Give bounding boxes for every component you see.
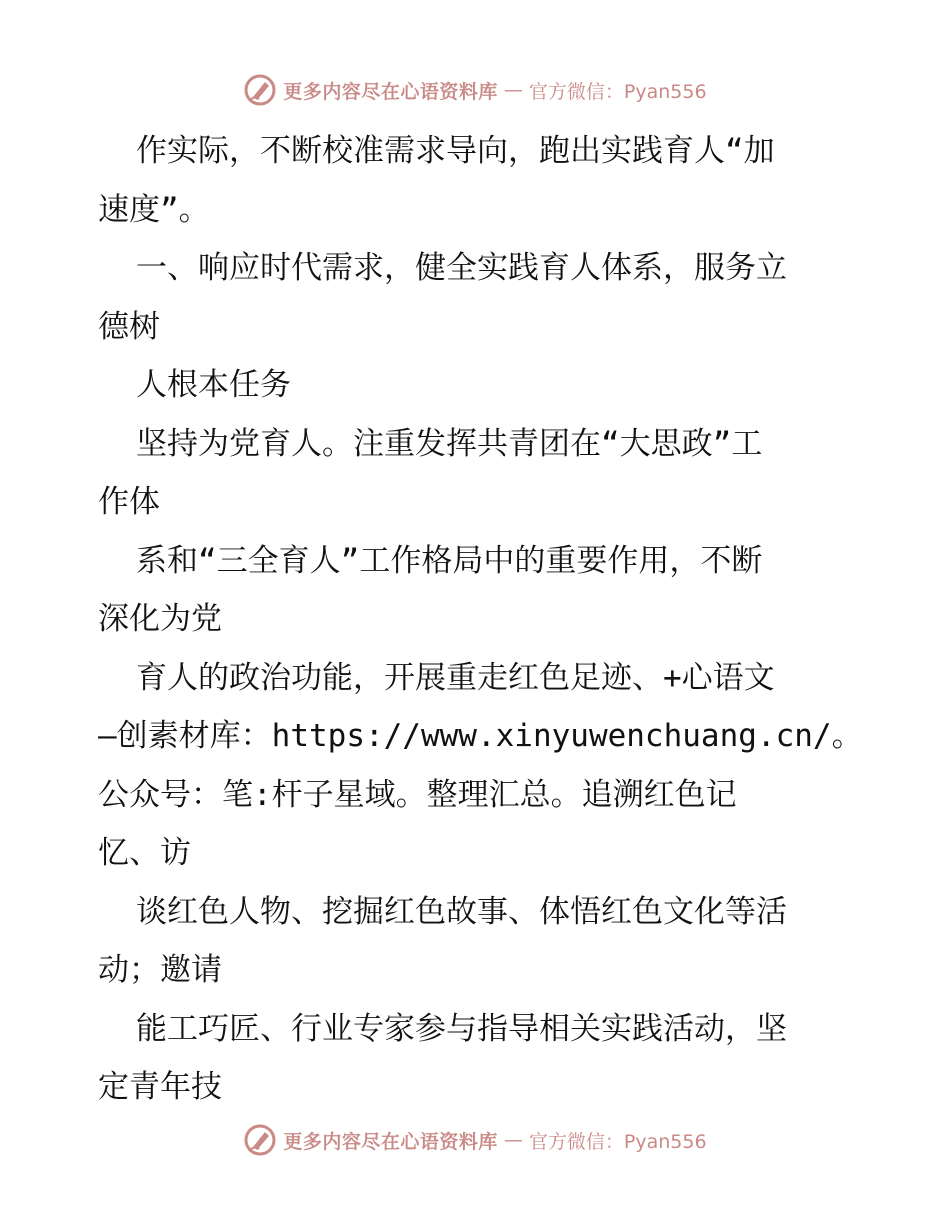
footer-watermark	[0, 1120, 950, 1160]
text-line: 育人的政治功能，开展重走红色足迹、+心语文	[136, 659, 775, 696]
text-line: 系和“三全育人”工作格局中的重要作用，不断	[136, 542, 763, 579]
header-watermark	[0, 70, 950, 110]
watermark-separator: —	[503, 79, 523, 101]
text-line: 定青年技	[98, 1069, 222, 1105]
pen-circle-icon	[243, 1123, 277, 1157]
text-line: 坚持为党育人。注重发挥共青团在“大思政”工	[136, 425, 763, 462]
section-heading-line: 一、响应时代需求，健全实践育人体系，服务立	[136, 250, 787, 286]
watermark-text: 更多内容尽在心语资料库	[283, 80, 498, 103]
section-heading-line: 德树	[98, 308, 160, 345]
watermark-text: 更多内容尽在心语资料库	[283, 1130, 498, 1153]
text-line: 公众号：笔:杆子星域。整理汇总。追溯红色记	[98, 776, 737, 813]
text-line: 谈红色人物、挖掘红色故事、体悟红色文化等活	[136, 893, 787, 930]
text-line: —创素材库：https://www.xinyuwenchuang.cn/。	[98, 718, 863, 754]
text-line: 速度”。	[98, 191, 210, 228]
text-line: 深化为党	[98, 601, 222, 637]
watermark-wechat: 官方微信：Pyan556	[528, 1130, 707, 1153]
document-body	[98, 122, 863, 1117]
text-line: 作实际，不断校准需求导向，跑出实践育人“加	[136, 133, 775, 169]
pen-circle-icon	[243, 73, 277, 107]
text-line: 作体	[98, 484, 160, 520]
section-heading-line: 人根本任务	[136, 367, 291, 403]
text-line: 忆、访	[98, 835, 191, 871]
text-line: 能工巧匠、行业专家参与指导相关实践活动，坚	[136, 1010, 787, 1047]
watermark-wechat: 官方微信：Pyan556	[528, 80, 707, 103]
watermark-separator: —	[503, 1129, 523, 1151]
text-line: 动；邀请	[98, 952, 222, 988]
